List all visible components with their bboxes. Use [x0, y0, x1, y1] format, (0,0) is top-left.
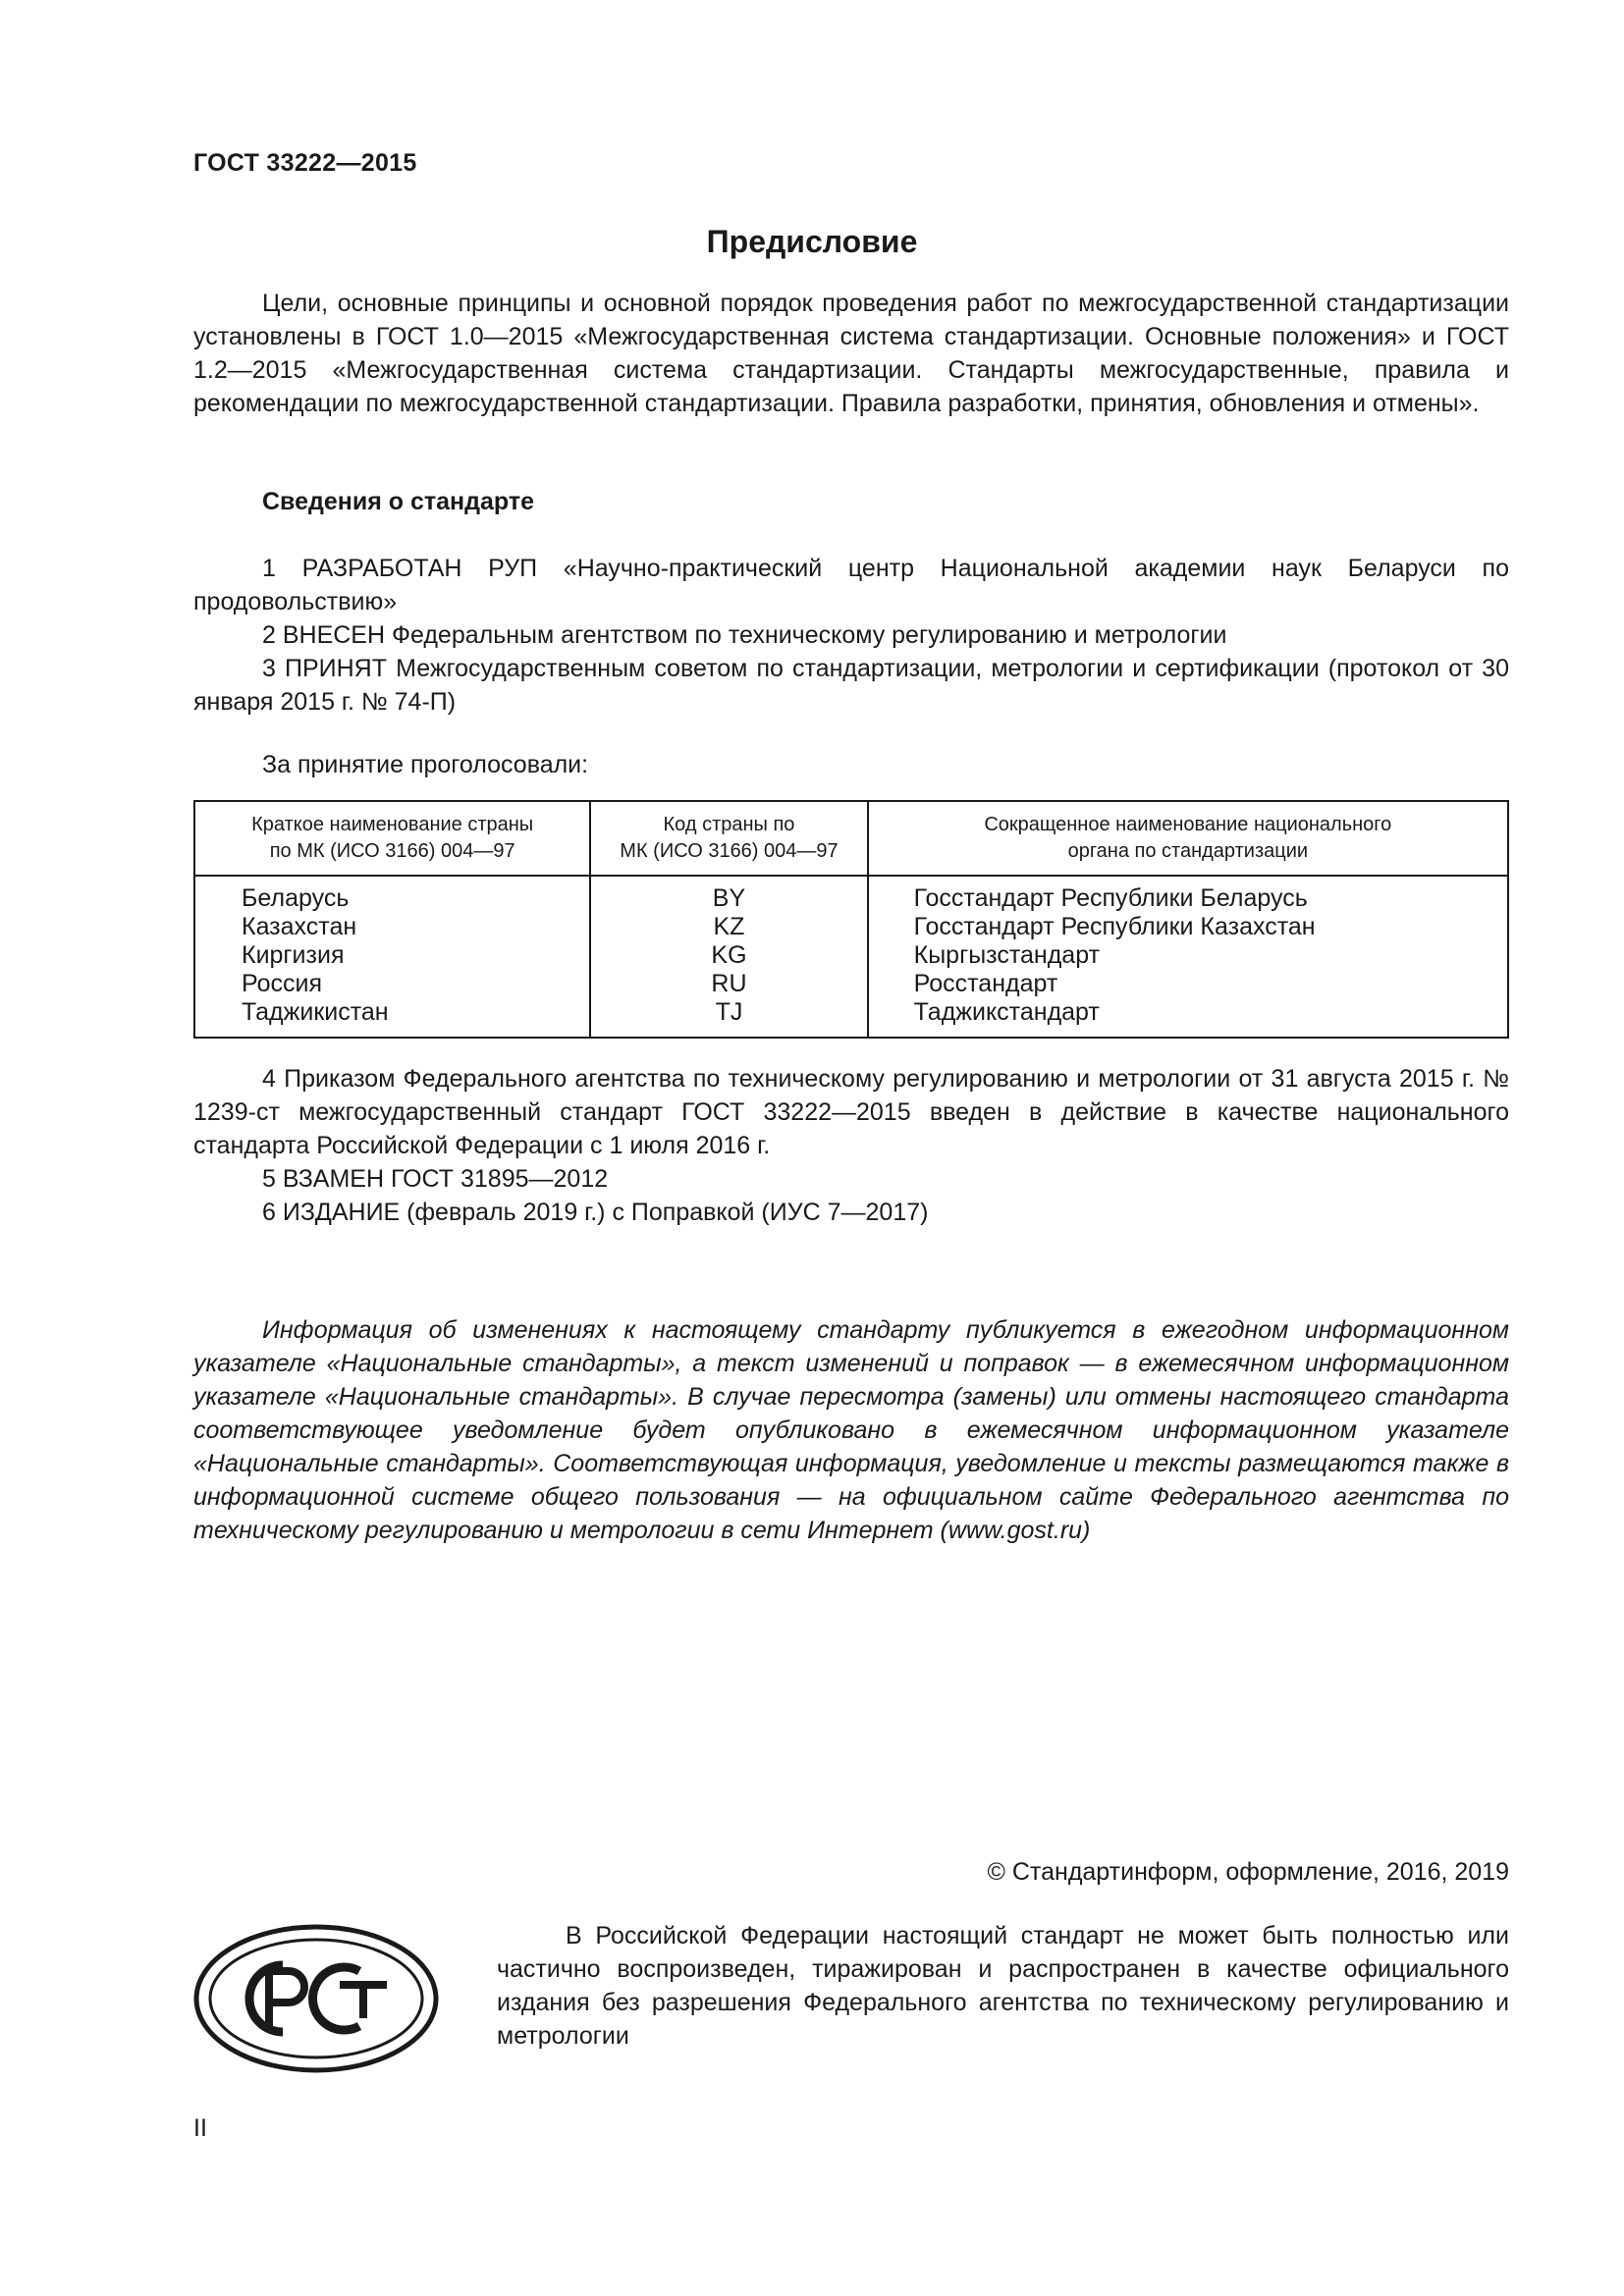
preface-intro: Цели, основные принципы и основной порядок проведения работ по межгосударственной стандартизации установлены в ГОСТ 1.0—2015 «Межгосударственная система стандартизации. Основные положения» и ГОСТ 1.2—2015 «Межгосударственная система стандартизации. Стандарты межгосударственные, правила и рекомендации по межгосударственной стандартизации. Правила разработки, принятия, обновления и отмены». — [193, 290, 1509, 417]
table-cell-body: Кыргызстандарт — [913, 941, 1101, 969]
table-cell-code: KG — [711, 941, 747, 969]
page-number: II — [193, 2114, 207, 2142]
reproduction-notice-block — [497, 1919, 1509, 2053]
table-cell-country: Россия — [242, 970, 322, 997]
table-cell-code: TJ — [715, 998, 743, 1026]
table-header-row — [194, 801, 1508, 876]
header-body: Сокращенное наименование национального органа по стандартизации — [868, 801, 1508, 876]
table-cell-country: Киргизия — [242, 941, 345, 969]
items-block-1 — [193, 552, 1509, 719]
copyright: © Стандартинформ, оформление, 2016, 2019 — [987, 1858, 1509, 1886]
table-cell-code: KZ — [713, 913, 745, 940]
info-notice-block — [193, 1313, 1509, 1547]
body-column — [868, 876, 1508, 1038]
item-5: 5 ВЗАМЕН ГОСТ 31895—2012 — [262, 1165, 609, 1193]
table-cell-country: Казахстан — [242, 913, 357, 940]
info-heading: Сведения о стандарте — [262, 488, 535, 515]
table-cell-country: Таджикистан — [242, 998, 389, 1026]
header-country: Краткое наименование страны по МК (ИСО 3166) 004—97 — [194, 801, 590, 876]
table-cell-body: Росстандарт — [913, 970, 1058, 997]
item-1: 1 РАЗРАБОТАН РУП «Научно-практический центр Национальной академии наук Беларуси по продовольствию» — [193, 555, 1509, 615]
table-cell-body: Таджикстандарт — [913, 998, 1100, 1026]
info-notice: Информация об изменениях к настоящему стандарту публикуется в ежегодном информационном указателе «Национальные стандарты», а текст изменений и поправок — в ежемесячном информационном указателе «Национальные стандарты». В случае пересмотра (замены) или отмены настоящего стандарта соответствующее уведомление будет опубликовано в ежемесячном информационном указателе «Национальные стандарты». Соответствующая информация, уведомление и тексты размещаются также в информационной системе общего пользования — на официальном сайте Федерального агентства по техническому регулированию и метрологии в сети Интернет (www.gost.ru) — [193, 1316, 1509, 1544]
header-code: Код страны по МК (ИСО 3166) 004—97 — [590, 801, 867, 876]
table-cell-body: Госстандарт Республики Беларусь — [913, 884, 1308, 912]
reproduction-notice: В Российской Федерации настоящий стандарт не может быть полностью или частично воспроизведен, тиражирован и распространен в качестве официального издания без разрешения Федерального агентства по техническому регулированию и метрологии — [497, 1922, 1509, 2050]
preface-intro-block — [193, 287, 1509, 420]
document-code: ГОСТ 33222—2015 — [193, 149, 417, 177]
item-2: 2 ВНЕСЕН Федеральным агентством по техническому регулированию и метрологии — [262, 621, 1227, 649]
item-4: 4 Приказом Федерального агентства по техническому регулированию и метрологии от 31 августа 2015 г. № 1239-ст межгосударственный стандарт ГОСТ 33222—2015 введен в действие в качестве национального стандарта Российской Федерации с 1 июля 2016 г. — [193, 1065, 1509, 1159]
country-column — [194, 876, 590, 1038]
info-heading-block — [193, 485, 1509, 518]
table-cell-country: Беларусь — [242, 884, 350, 912]
table-cell-code: BY — [712, 884, 746, 912]
table-cell-code: RU — [711, 970, 747, 997]
preface-title: Предисловие — [706, 224, 918, 259]
rst-certification-mark-icon — [192, 1922, 440, 2075]
item-6: 6 ИЗДАНИЕ (февраль 2019 г.) с Поправкой (ИУС 7—2017) — [262, 1199, 929, 1226]
table-cell-body: Госстандарт Республики Казахстан — [913, 913, 1316, 940]
voting-table — [193, 800, 1509, 1039]
voted-label: За принятие проголосовали: — [262, 751, 589, 778]
items-block-2 — [193, 1062, 1509, 1229]
code-column — [590, 876, 867, 1038]
item-3: 3 ПРИНЯТ Межгосударственным советом по стандартизации, метрологии и сертификации (протокол от 30 января 2015 г. № 74-П) — [193, 655, 1509, 716]
voted-label-block — [193, 748, 1509, 781]
table-body-row — [194, 876, 1508, 1038]
